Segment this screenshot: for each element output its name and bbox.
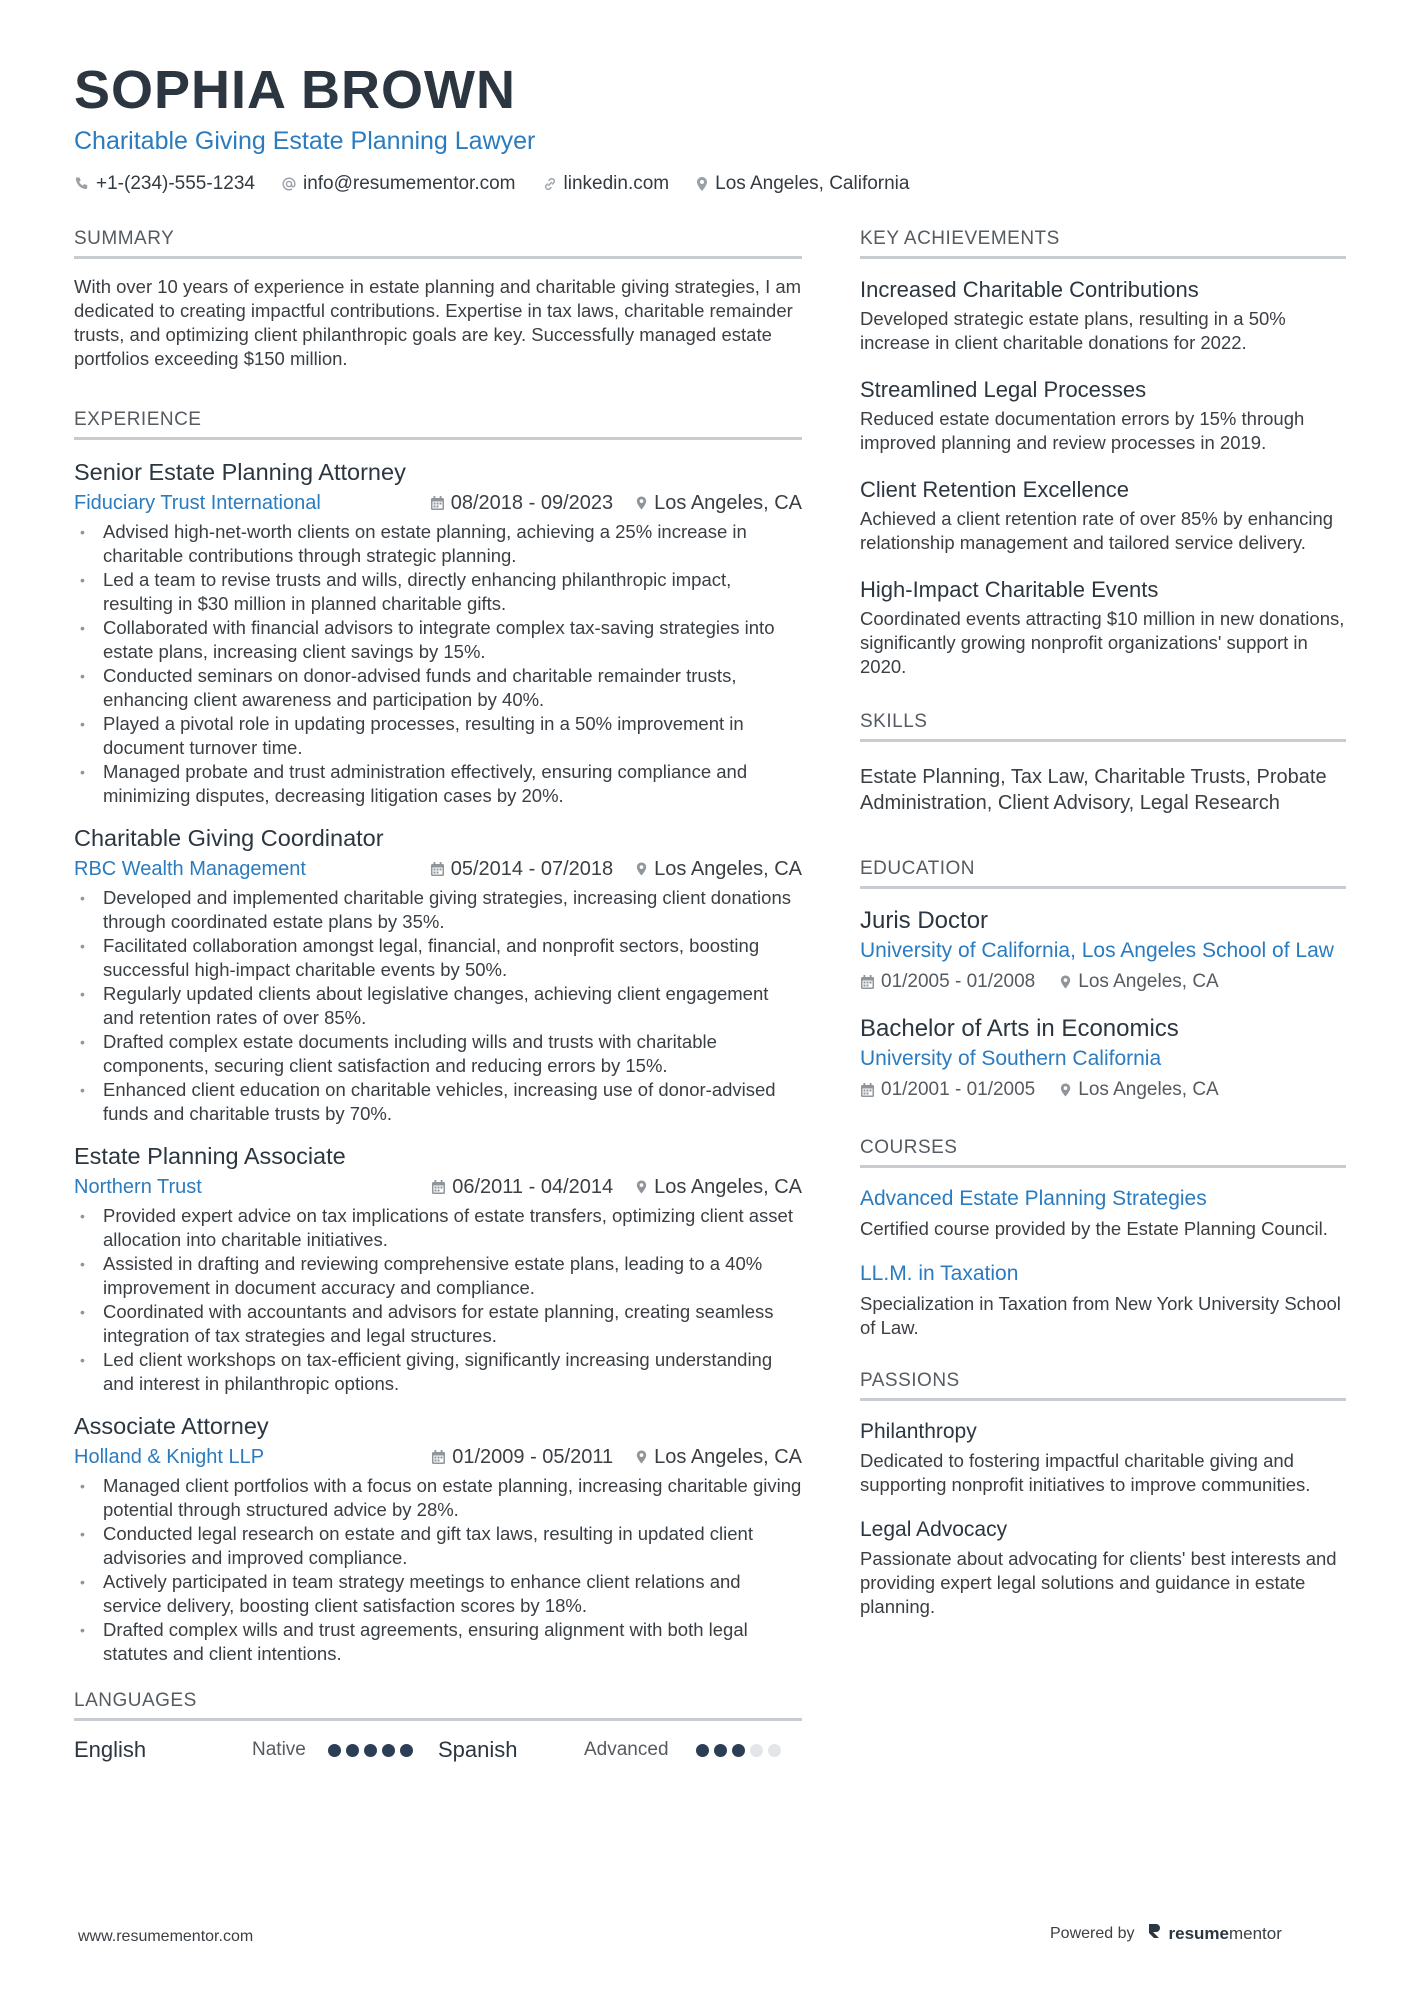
job-bullet: • Assisted in drafting and reviewing comprehensive estate plans, leading to a 40% improvement in document accuracy and compliance.: [74, 1252, 802, 1300]
job-location-text: Los Angeles, CA: [654, 1176, 802, 1198]
achievement-item: [860, 275, 1346, 355]
job-bullet: • Conducted seminars on donor-advised funds and charitable remainder trusts, enhancing client awareness and participation by 40%.: [74, 664, 802, 712]
rating-dot-empty: [768, 1744, 781, 1757]
contact-email[interactable]: [281, 170, 516, 198]
job-dates-text: 01/2009 - 05/2011: [452, 1446, 614, 1468]
job-bullet: • Actively participated in team strategy meetings to enhance client relations and service delivery, boosting client satisfaction scores by 18%.: [74, 1570, 802, 1618]
passion-text: Passionate about advocating for clients' best interests and providing expert legal solutions and guidance in estate planning.: [860, 1548, 1337, 1617]
job-entry: [74, 822, 802, 1126]
job-dates-text: 06/2011 - 04/2014: [452, 1176, 614, 1198]
language-item: [74, 1737, 438, 1763]
brand-rest: mentor: [1228, 1923, 1282, 1943]
job-bullets: [74, 520, 802, 808]
summary-heading: SUMMARY: [74, 226, 802, 259]
passion-text: Dedicated to fostering impactful charitable giving and supporting nonprofit initiatives to improve communities.: [860, 1450, 1311, 1495]
phone-icon: [74, 176, 90, 192]
job-bullet: • Developed and implemented charitable giving strategies, increasing client donations through coordinated estate plans by 35%.: [74, 886, 802, 934]
job-meta: [74, 488, 802, 518]
language-name: English: [74, 1737, 147, 1762]
brand-logo[interactable]: [1147, 1922, 1282, 1945]
job-company: RBC Wealth Management: [74, 858, 306, 880]
job-dates: [431, 1442, 613, 1472]
rating-dot-filled: [328, 1744, 341, 1757]
achievement-text: Coordinated events attracting $10 million in new donations, significantly growing nonprofit organizations' support in 2020.: [860, 608, 1345, 677]
job-dates-text: 08/2018 - 09/2023: [450, 492, 614, 514]
job-bullet: • Regularly updated clients about legislative changes, achieving client engagement and retention rates of over 85%.: [74, 982, 802, 1030]
link-icon: [542, 176, 558, 192]
languages-section: [74, 1688, 802, 1763]
achievement-title: Streamlined Legal Processes: [860, 377, 1147, 402]
skills-text: Estate Planning, Tax Law, Charitable Trusts, Probate Administration, Client Advisory, Legal Research: [860, 766, 1327, 814]
achievement-item: [860, 575, 1346, 679]
education-location: [1059, 1075, 1218, 1105]
job-bullet: • Drafted complex wills and trust agreements, ensuring alignment with both legal statutes and client intentions.: [74, 1618, 802, 1666]
location-pin-icon: [635, 1179, 648, 1195]
achievements-section: [860, 226, 1346, 679]
job-title: Senior Estate Planning Attorney: [74, 459, 406, 485]
achievement-text: Developed strategic estate plans, resulting in a 50% increase in client charitable donations for 2022.: [860, 308, 1286, 353]
job-company: Fiduciary Trust International: [74, 492, 321, 514]
contact-bar: [74, 170, 1344, 198]
calendar-icon: [860, 974, 875, 990]
contact-email-text: info@resumementor.com: [302, 173, 516, 194]
achievement-title: Increased Charitable Contributions: [860, 277, 1199, 302]
experience-section: [74, 407, 802, 1666]
job-meta: [74, 854, 802, 884]
achievement-item: [860, 475, 1346, 555]
course-text: Specialization in Taxation from New York University School of Law.: [860, 1293, 1341, 1338]
contact-phone: [74, 170, 255, 198]
education-dates-text: 01/2001 - 01/2005: [881, 1079, 1036, 1100]
contact-phone-text: +1-(234)-555-1234: [96, 173, 255, 194]
language-rating: [328, 1744, 413, 1757]
job-location: [635, 1172, 802, 1202]
footer-website[interactable]: www.resumementor.com: [78, 1928, 254, 1945]
skills-section: [860, 709, 1346, 816]
location-pin-icon: [1059, 974, 1072, 990]
job-meta: [74, 1172, 802, 1202]
job-bullets: [74, 1204, 802, 1396]
contact-location-text: Los Angeles, California: [715, 173, 910, 194]
job-location-text: Los Angeles, CA: [654, 1446, 802, 1468]
courses-section: [860, 1135, 1346, 1340]
language-name: Spanish: [438, 1737, 518, 1762]
job-bullet: • Coordinated with accountants and advisors for estate planning, creating seamless integration of tax strategies and legal structures.: [74, 1300, 802, 1348]
contact-linkedin-text: linkedin.com: [563, 173, 670, 194]
job-entry: [74, 1410, 802, 1666]
education-location-text: Los Angeles, CA: [1078, 971, 1219, 992]
education-location-text: Los Angeles, CA: [1078, 1079, 1219, 1100]
right-column: [860, 226, 1346, 1637]
rating-dot-filled: [732, 1744, 745, 1757]
job-bullet: • Advised high-net-worth clients on estate planning, achieving a 25% increase in charitable contributions through strategic planning.: [74, 520, 802, 568]
job-title: Estate Planning Associate: [74, 1143, 346, 1169]
resume-header: [74, 58, 1344, 198]
job-location: [635, 854, 802, 884]
education-location: [1059, 967, 1218, 997]
education-school: University of Southern California: [860, 1047, 1162, 1070]
passion-title: Legal Advocacy: [860, 1518, 1008, 1541]
achievements-heading: KEY ACHIEVEMENTS: [860, 226, 1346, 259]
passions-section: [860, 1368, 1346, 1619]
calendar-icon: [431, 1179, 446, 1195]
job-meta: [74, 1442, 802, 1472]
education-section: [860, 856, 1346, 1105]
education-school: University of California, Los Angeles School of Law: [860, 939, 1334, 962]
job-bullet: • Led client workshops on tax-efficient giving, significantly increasing understanding and interest in philanthropic options.: [74, 1348, 802, 1396]
job-entry: [74, 1140, 802, 1396]
location-pin-icon: [635, 495, 648, 511]
job-bullets: [74, 1474, 802, 1666]
rating-dot-filled: [382, 1744, 395, 1757]
candidate-name: SOPHIA BROWN: [74, 60, 516, 120]
job-dates: [430, 488, 613, 518]
candidate-title: Charitable Giving Estate Planning Lawyer: [74, 127, 536, 155]
contact-linkedin[interactable]: [542, 170, 670, 198]
powered-by-text: Powered by: [1050, 1924, 1135, 1942]
job-entry: [74, 456, 802, 808]
job-bullet: • Led a team to revise trusts and wills, directly enhancing philanthropic impact, resulting in $30 million in planned charitable gifts.: [74, 568, 802, 616]
education-heading: EDUCATION: [860, 856, 1346, 889]
summary-section: [74, 226, 802, 371]
calendar-icon: [431, 1449, 446, 1465]
calendar-icon: [860, 1082, 875, 1098]
rating-dot-filled: [714, 1744, 727, 1757]
job-company: Northern Trust: [74, 1176, 202, 1198]
education-degree: Bachelor of Arts in Economics: [860, 1015, 1179, 1042]
at-sign-icon: [281, 176, 297, 192]
language-level: Native: [252, 1739, 306, 1760]
job-dates: [430, 854, 613, 884]
rating-dot-filled: [696, 1744, 709, 1757]
job-title: Associate Attorney: [74, 1413, 269, 1439]
location-pin-icon: [695, 176, 709, 192]
education-dates: [860, 1075, 1035, 1105]
job-bullet: • Managed probate and trust administration effectively, ensuring compliance and minimizing disputes, decreasing litigation cases by 20%.: [74, 760, 802, 808]
job-company: Holland & Knight LLP: [74, 1446, 265, 1468]
achievement-title: High-Impact Charitable Events: [860, 577, 1159, 602]
footer-brand: [1050, 1922, 1282, 1945]
languages-heading: LANGUAGES: [74, 1688, 802, 1721]
calendar-icon: [430, 861, 445, 877]
achievement-title: Client Retention Excellence: [860, 477, 1130, 502]
job-location: [635, 488, 802, 518]
courses-heading: COURSES: [860, 1135, 1346, 1168]
language-rating: [696, 1744, 781, 1757]
achievement-item: [860, 375, 1346, 455]
rating-dot-empty: [750, 1744, 763, 1757]
job-location-text: Los Angeles, CA: [654, 492, 802, 514]
job-bullet: • Played a pivotal role in updating processes, resulting in a 50% improvement in document turnover time.: [74, 712, 802, 760]
calendar-icon: [430, 495, 445, 511]
job-dates-text: 05/2014 - 07/2018: [450, 858, 614, 880]
job-bullet: • Facilitated collaboration amongst legal, financial, and nonprofit sectors, boosting successful high-impact charitable events by 50%.: [74, 934, 802, 982]
education-item: [860, 1013, 1346, 1105]
education-meta: [860, 1075, 1346, 1105]
resumementor-logo-icon: [1147, 1922, 1163, 1945]
location-pin-icon: [635, 1449, 648, 1465]
education-dates: [860, 967, 1035, 997]
languages-list: [74, 1737, 802, 1763]
passion-title: Philanthropy: [860, 1420, 977, 1443]
skills-heading: SKILLS: [860, 709, 1346, 742]
brand-bold: resume: [1168, 1923, 1229, 1943]
language-level: Advanced: [584, 1739, 669, 1760]
rating-dot-filled: [400, 1744, 413, 1757]
passions-heading: PASSIONS: [860, 1368, 1346, 1401]
rating-dot-filled: [346, 1744, 359, 1757]
rating-dot-filled: [364, 1744, 377, 1757]
language-item: [438, 1737, 802, 1763]
job-bullet: • Provided expert advice on tax implications of estate transfers, optimizing client asset allocation into charitable initiatives.: [74, 1204, 802, 1252]
education-item: [860, 905, 1346, 997]
passion-item: [860, 1515, 1346, 1619]
achievement-text: Achieved a client retention rate of over 85% by enhancing relationship management and tailored service delivery.: [860, 508, 1334, 553]
job-bullet: • Managed client portfolios with a focus on estate planning, increasing charitable giving potential through structured advice by 28%.: [74, 1474, 802, 1522]
passion-item: [860, 1417, 1346, 1497]
job-title: Charitable Giving Coordinator: [74, 825, 384, 851]
experience-heading: EXPERIENCE: [74, 407, 802, 440]
job-bullet: • Enhanced client education on charitable vehicles, increasing use of donor-advised funds and charitable trusts by 70%.: [74, 1078, 802, 1126]
contact-location: [695, 170, 909, 198]
course-title: Advanced Estate Planning Strategies: [860, 1187, 1207, 1210]
education-meta: [860, 967, 1346, 997]
job-dates: [431, 1172, 613, 1202]
job-bullet: • Conducted legal research on estate and gift tax laws, resulting in updated client advisories and improved compliance.: [74, 1522, 802, 1570]
education-dates-text: 01/2005 - 01/2008: [881, 971, 1036, 992]
education-degree: Juris Doctor: [860, 907, 989, 934]
job-bullets: [74, 886, 802, 1126]
achievement-text: Reduced estate documentation errors by 15% through improved planning and review processes in 2019.: [860, 408, 1305, 453]
location-pin-icon: [1059, 1082, 1072, 1098]
job-bullet: • Drafted complex estate documents including wills and trusts with charitable components, securing client satisfaction and reducing errors by 15%.: [74, 1030, 802, 1078]
job-bullet: • Collaborated with financial advisors to integrate complex tax-saving strategies into estate plans, increasing client savings by 15%.: [74, 616, 802, 664]
job-location: [635, 1442, 802, 1472]
left-column: [74, 226, 802, 1763]
course-item: [860, 1184, 1346, 1241]
location-pin-icon: [635, 861, 648, 877]
summary-text: With over 10 years of experience in estate planning and charitable giving strategies, I am dedicated to creating impactful contributions. Expertise in tax laws, charitable remainder trusts, and optimizing client philanthropic goals are key. Successfully managed estate portfolios exceeding $150 million.: [74, 276, 802, 369]
course-title: LL.M. in Taxation: [860, 1262, 1019, 1285]
course-text: Certified course provided by the Estate Planning Council.: [860, 1218, 1328, 1239]
job-location-text: Los Angeles, CA: [654, 858, 802, 880]
course-item: [860, 1259, 1346, 1340]
